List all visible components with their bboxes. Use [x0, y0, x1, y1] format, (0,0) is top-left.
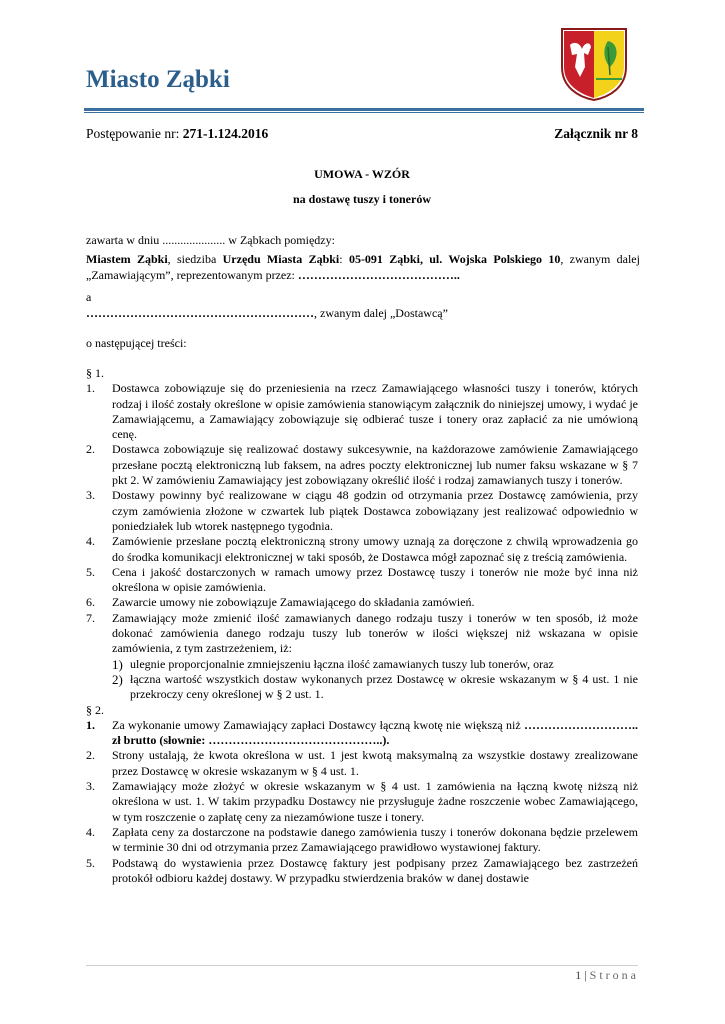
sub-list [112, 657, 638, 703]
contract-title: UMOWA - WZÓR [314, 167, 410, 181]
list-item: 7. Zamawiający może zmienić ilość zamawianych danego rodzaju tuszy i tonerów w ten sposób, iż może dokonać zamówienia danego rodzaju tuszy lub tonerów w ilości większej niż wskazana w opisie zamówienia, z tym zastrzeżeniem, iż: 1) ulegnie proporcjonalnie zmniejszeniu łączna ilość zamawianych tuszy lub tonerów, oraz 2) łączna wartość wszystkich dostaw wykonanych przez Dostawcę w okresie wskazanym w § 4 ust. 1 nie przekroczy ceny określonej w § 2 ust. 1. [86, 610, 638, 702]
list-item: 1. Za wykonanie umowy Zamawiający zapłaci Dostawcy łączną kwotę nie większą niż ……………………….. zł brutto (słownie: ……………………………………..). [86, 717, 638, 748]
contract-subtitle: na dostawę tuszy i tonerów [293, 192, 431, 206]
annex-label: Załącznik nr 8 [554, 126, 638, 141]
reference-line [86, 126, 638, 142]
party1-text-c: , zwanym dalej „Zamawiającym”, reprezentowanym przez: [86, 252, 640, 282]
party-supplier [86, 306, 640, 322]
concluded-line: zawarta w dniu ..................... w Ząbkach pomiędzy: [86, 233, 335, 247]
party1-representative: ………………………………….. [297, 267, 460, 282]
list-item: 4. Zamówienie przesłane pocztą elektroniczną strony umowy uznają za doręczone z chwilą wprowadzenia go do środka komunikacji elektronicznej w taki sposób, że Dostawca mógł zapoznać się z treścią zamówienia. [86, 534, 638, 564]
party1-text-b: : [339, 252, 349, 266]
section-1-list [86, 366, 638, 886]
party1-address: 05-091 Ząbki, ul. Wojska Polskiego 10 [348, 252, 561, 266]
page-footer [575, 968, 639, 983]
list-item: 1. Dostawca zobowiązuje się do przeniesienia na rzecz Zamawiającego własności tuszy i tonerów, których rodzaj i ilość zostały określone w opisie zamówienia stanowiącym załącznik do niniejszej umowy, i wydać je Zamawiającemu, a Zamawiający zobowiązuje się odbierać tusze i tonery oraz zapłacić za nie umówioną cenę. [86, 381, 638, 442]
list-item: 5. Cena i jakość dostarczonych w ramach umowy przez Dostawcę tuszy i tonerów nie może być inna niż określona w opisie zamówienia. [86, 564, 638, 595]
sub-list-item: 2) łączna wartość wszystkich dostaw wykonanych przez Dostawcę w okresie wskazanym w § 4 ust. 1 nie przekroczy ceny określonej w § 2 ust. 1. [112, 671, 638, 702]
and-text: a [86, 290, 92, 304]
page-title: Miasto Ząbki [86, 66, 230, 93]
header-divider-thin [84, 112, 644, 113]
list-item: 4. Zapłata ceny za dostarczone na podstawie danego zamówienia tuszy i tonerów dokonana będzie przelewem w terminie 30 dni od otrzymania przez Zamawiającego prawidłowo wystawionej faktury. [86, 824, 638, 855]
sub-list-item: 1) ulegnie proporcjonalnie zmniejszeniu łączna ilość zamawianych tuszy lub tonerów, oraz [112, 656, 554, 672]
reference-label: Postępowanie nr: [86, 126, 180, 141]
party2-dots: ………………………………………………… [86, 306, 314, 320]
following-text: o następującej treści: [86, 336, 187, 350]
footer-divider [86, 965, 638, 966]
party1-text-a: , siedziba [167, 252, 223, 266]
coat-of-arms-icon [560, 27, 628, 102]
section-1-heading: § 1. [86, 366, 104, 380]
party1-name: Miastem Ząbki [86, 252, 168, 266]
page-label: Strona [589, 968, 639, 982]
list-item: 5. Podstawą do wystawienia przez Dostawcę faktury jest podpisany przez Zamawiającego bez zastrzeżeń protokół odbioru każdej dostawy. W przypadku stwierdzenia braków w danej dostawie [86, 855, 638, 885]
list-item: 3. Zamawiający może złożyć w okresie wskazanym w § 4 ust. 1 zamówienia na łączną kwotę niższą niż określona w ust. 1. W takim przypadku Dostawcy nie przysługuje żadne roszczenie wobec Zamawiającego, w tym roszczenie o zapłatę ceny za niezamówione tusze i tonery. [86, 779, 638, 824]
header-divider [84, 108, 644, 111]
party-ordering [86, 252, 640, 283]
party2-text: , zwanym dalej „Dostawcą” [314, 306, 448, 320]
page-number: 1 [575, 968, 582, 982]
party1-office: Urzędu Miasta Ząbki [222, 252, 340, 266]
footer-separator: | [581, 968, 590, 982]
list-item: 3. Dostawy powinny być realizowane w ciągu 48 godzin od otrzymania przez Dostawcę zamówienia, przy czym zamówienia złożone w czwartek lub piątek Dostawca zobowiązany jest realizować odpowiednio w poniedziałek lub wtorek następnego tygodnia. [86, 488, 638, 533]
list-item: 6. Zawarcie umowy nie zobowiązuje Zamawiającego do składania zamówień. [86, 595, 475, 610]
reference-number: 271-1.124.2016 [182, 126, 269, 141]
list-item: 2. Dostawca zobowiązuje się realizować dostawy sukcesywnie, na każdorazowe zamówienie Zamawiającego przesłane pocztą elektroniczną lub faksem, na adres poczty elektronicznej lub numer faksu wskazane w § 7 pkt 2. W zamówieniu Zamawiający jest zobowiązany określić ilość i rodzaj zamawianych tuszy i tonerów. [86, 442, 638, 488]
section-2-heading: § 2. [86, 702, 104, 717]
list-item: 2. Strony ustalają, że kwota określona w ust. 1 jest kwotą maksymalną za wszystkie dostawy zrealizowane przez Dostawcę w okresie wskazanym w § 4 ust. 1. [86, 748, 638, 778]
